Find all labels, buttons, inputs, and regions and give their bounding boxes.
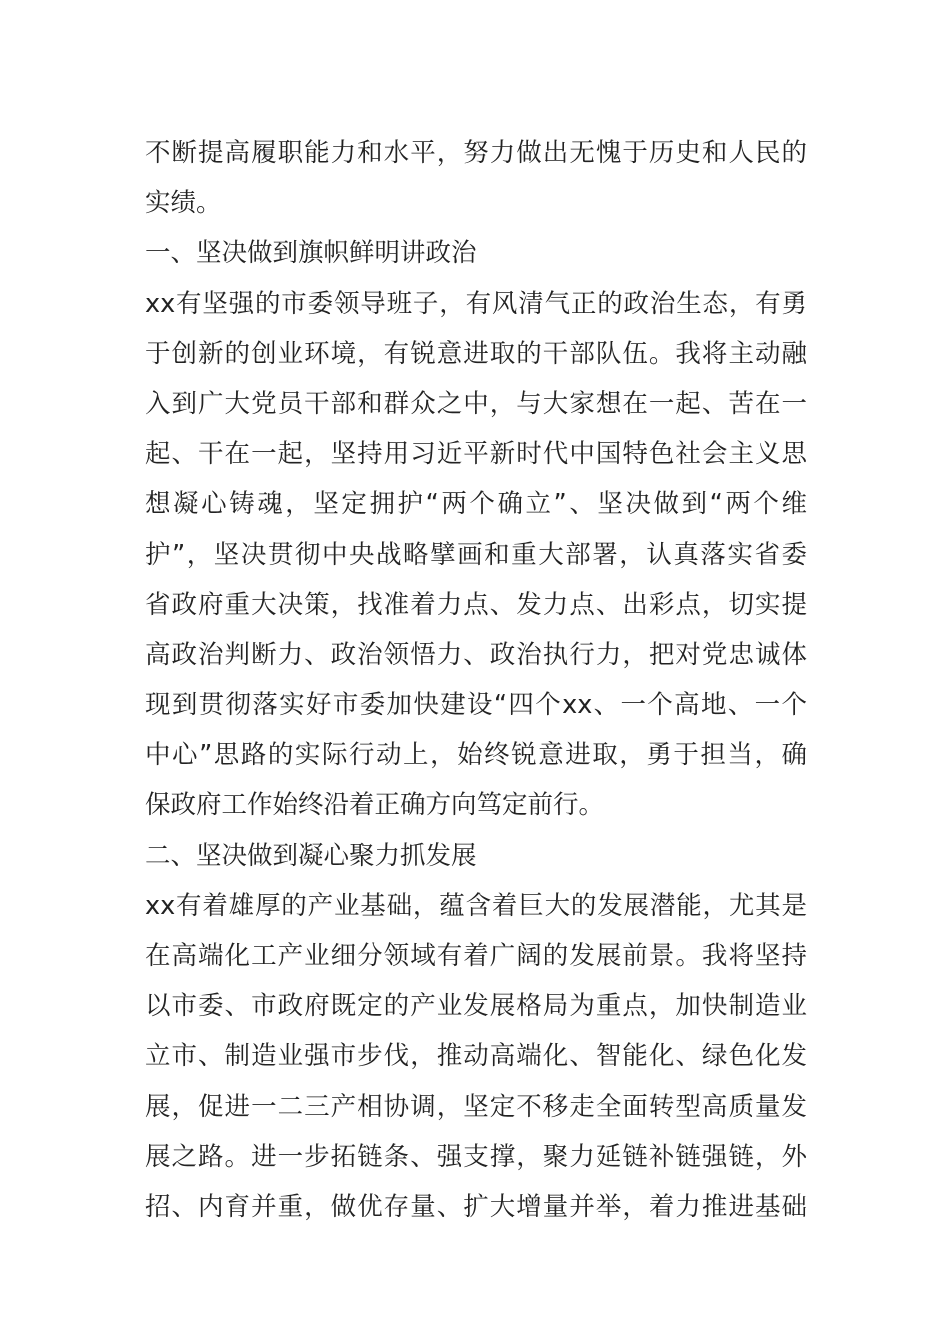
paragraph-line: 现到贯彻落实好市委加快建设“四个xx、一个高地、一个	[145, 690, 807, 721]
paragraph-line: 立市、制造业强市步伐，推动高端化、智能化、绿色化发	[145, 1041, 807, 1072]
paragraph-line: 护”，坚决贯彻中央战略擘画和重大部署，认真落实省委	[145, 539, 807, 570]
paragraph-line: 实绩。	[145, 188, 222, 219]
document-body	[145, 128, 807, 1232]
paragraph-line: 以市委、市政府既定的产业发展格局为重点，加快制造业	[145, 991, 807, 1022]
paragraph-line: 高政治判断力、政治领悟力、政治执行力，把对党忠诚体	[145, 639, 807, 670]
paragraph-line: 中心”思路的实际行动上，始终锐意进取，勇于担当，确	[145, 740, 807, 771]
paragraph-line: 于创新的创业环境，有锐意进取的干部队伍。我将主动融	[145, 338, 807, 369]
paragraph-line: 招、内育并重，做优存量、扩大增量并举，着力推进基础	[145, 1191, 807, 1222]
paragraph-line: 入到广大党员干部和群众之中，与大家想在一起、苦在一	[145, 388, 807, 419]
paragraph-line: 想凝心铸魂，坚定拥护“两个确立”、坚决做到“两个维	[145, 489, 807, 520]
section-heading: 一、坚决做到旗帜鲜明讲政治	[145, 238, 477, 269]
paragraph-line: 保政府工作始终沿着正确方向笃定前行。	[145, 790, 605, 821]
paragraph-line: 不断提高履职能力和水平，努力做出无愧于历史和人民的	[145, 138, 807, 168]
paragraph-line: 在高端化工产业细分领域有着广阔的发展前景。我将坚持	[145, 941, 807, 971]
paragraph-line: 省政府重大决策，找准着力点、发力点、出彩点，切实提	[145, 589, 807, 620]
paragraph-line: 起、干在一起，坚持用习近平新时代中国特色社会主义思	[145, 439, 807, 470]
paragraph-line: 展，促进一二三产相协调，坚定不移走全面转型高质量发	[145, 1091, 807, 1122]
section-heading: 二、坚决做到凝心聚力抓发展	[145, 840, 477, 871]
paragraph-line: 展之路。进一步拓链条、强支撑，聚力延链补链强链，外	[145, 1141, 807, 1172]
paragraph-line: xx有着雄厚的产业基础，蕴含着巨大的发展潜能，尤其是	[145, 890, 807, 921]
paragraph-line: xx有坚强的市委领导班子，有风清气正的政治生态，有勇	[145, 288, 807, 319]
